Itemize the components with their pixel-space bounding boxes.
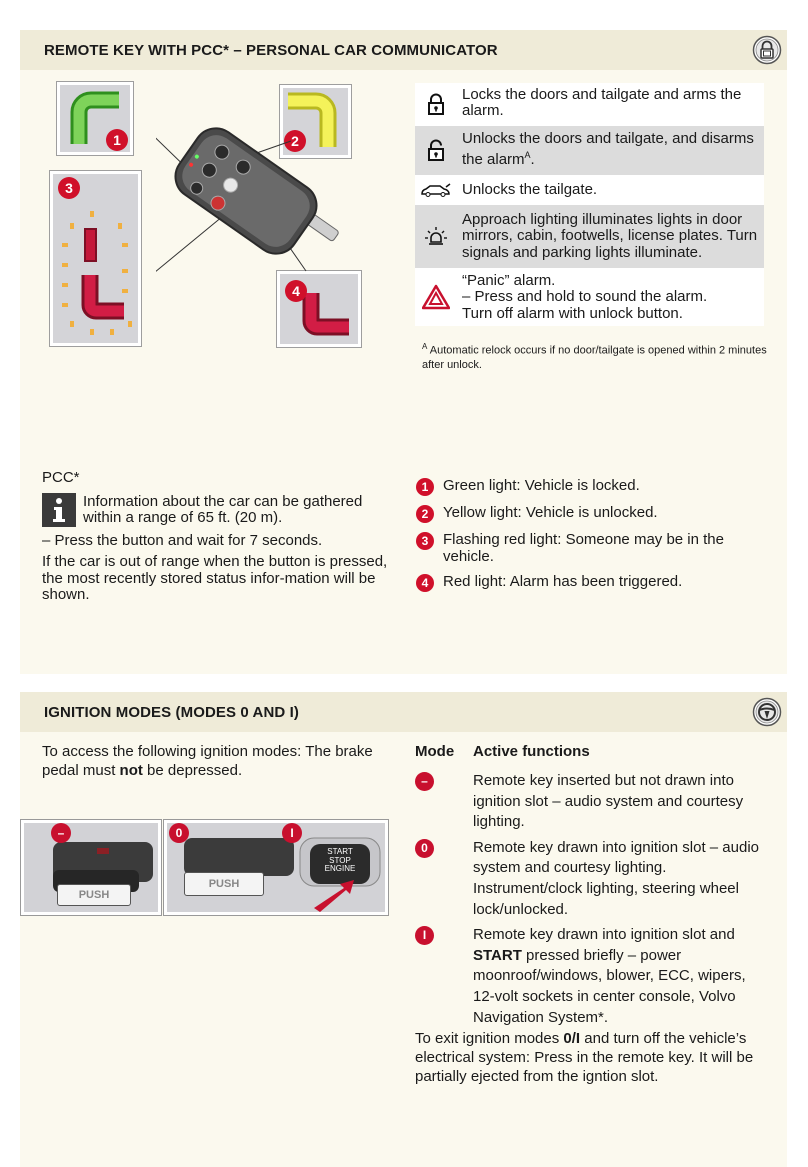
section-header [20, 692, 787, 732]
lock-icon [752, 35, 782, 65]
red-light-inset [276, 270, 362, 348]
table-row: Approach lighting illuminates lights in door mirrors, cabin, footwells, license plates. Turn signals and parking lights illuminate. [415, 205, 764, 268]
green-light-inset [56, 81, 134, 156]
table-row: Unlocks the doors and tailgate, and disarms the alarm$^A$. [415, 126, 764, 176]
label-3: 3 [58, 177, 80, 199]
list-item: 1 Green light: Vehicle is locked. [416, 478, 771, 496]
ignition-modes-section [20, 692, 787, 1167]
table-row: Locks the doors and tailgate and arms the alarm. [415, 83, 764, 126]
section-title: IGNITION MODES (MODES 0 AND I) [44, 704, 299, 721]
footnote: $^A$ Automatic relock occurs if no door/tailgate is opened within 2 minutes after unlock. [422, 342, 767, 371]
table-row: Unlocks the tailgate. [415, 175, 764, 205]
flashing-red-inset [49, 170, 142, 347]
ignition-figure [20, 819, 390, 916]
info-icon [42, 493, 76, 527]
unlock-icon [427, 139, 445, 161]
approach-light-icon [424, 225, 448, 249]
info-note: Information about the car can be gathered within a range of 65 ft. (20 m). [42, 493, 392, 527]
start-stop-button: START STOP ENGINE [324, 847, 356, 873]
mode-badge-zero: 0 [169, 823, 189, 843]
section-header [20, 30, 787, 70]
table-row: – Remote key inserted but not drawn into ignition slot – audio system and courtesy lighting. [415, 771, 770, 833]
remote-key-section [20, 30, 787, 674]
push-key: PUSH [57, 884, 131, 906]
ignition-intro: To access the following ignition modes: The brake pedal must not be depressed. [42, 743, 373, 779]
table-row: 0 Remote key drawn into ignition slot – audio system and courtesy lighting. Instrument/clock lighting, steering wheel lock/unlocked. [415, 838, 770, 920]
mode-badge: I [415, 926, 434, 945]
label-2: 2 [284, 130, 306, 152]
list-item: 2 Yellow light: Vehicle is unlocked. [416, 505, 771, 523]
mode-zero-one-panel [163, 819, 389, 916]
mode-badge-one: I [282, 823, 302, 843]
mode-badge: – [415, 772, 434, 791]
panic-icon [422, 284, 450, 310]
mode-badge: 0 [415, 839, 434, 858]
steering-wheel-icon [752, 697, 782, 727]
label-4: 4 [285, 280, 307, 302]
exit-instructions: To exit ignition modes 0/I and turn off the vehicle’s electrical system: Press in the remote key. It will be partially ejected from the igntion slot. [415, 1030, 754, 1086]
table-row: “Panic” alarm. – Press and hold to sound the alarm. Turn off alarm with unlock button. [415, 268, 764, 326]
mode-badge-minus: – [51, 823, 71, 843]
ignition-modes-table [415, 742, 770, 1086]
remote-key-figure [56, 81, 346, 346]
list-item: 4 Red light: Alarm has been triggered. [416, 574, 771, 592]
pcc-title: PCC* [42, 469, 80, 486]
table-row: I Remote key drawn into ignition slot and START pressed briefly – power moonroof/windows, blower, ECC, wipers, 12-volt sockets in center console, Volvo Navigation System*. [415, 925, 770, 1028]
lock-icon [427, 93, 445, 115]
remote-key-fob [156, 101, 356, 281]
section-title: REMOTE KEY WITH PCC* – PERSONAL CAR COMMUNICATOR [44, 42, 498, 59]
mode-minus-panel [20, 819, 162, 916]
light-meanings-list [416, 478, 771, 601]
table-header: Mode Active functions [415, 743, 590, 760]
list-item: 3 Flashing red light: Someone may be in the vehicle. [416, 532, 771, 565]
remote-button-table [415, 83, 764, 326]
tailgate-icon [420, 183, 452, 197]
pcc-description: PCC* Information about the car can be gathered within a range of 65 ft. (20 m). – Press the button and wait for 7 seconds. If the car is out of range when the button is pressed, the most recently stored status infor-mation will be shown. [42, 470, 392, 604]
push-key: PUSH [184, 872, 264, 896]
label-1: 1 [106, 129, 128, 151]
